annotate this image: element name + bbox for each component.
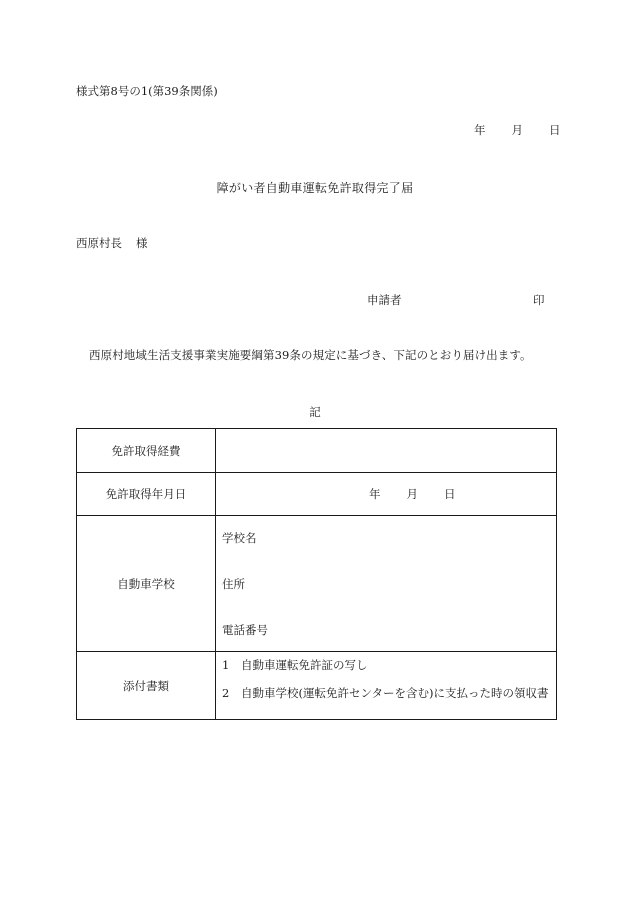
submission-date xyxy=(474,122,561,138)
seal-mark: 印 xyxy=(533,293,545,307)
attachments-list xyxy=(216,652,557,720)
table-row xyxy=(77,429,557,473)
table-row xyxy=(77,652,557,720)
table-row xyxy=(77,516,557,652)
school-name-label: 学校名 xyxy=(222,531,257,545)
addressee-honorific: 様 xyxy=(136,236,148,250)
driving-school-details xyxy=(216,516,557,652)
table-row xyxy=(77,473,557,516)
date-day-label: 日 xyxy=(549,123,561,137)
attachments-label: 添付書類 xyxy=(77,652,216,720)
license-cost-label: 免許取得経費 xyxy=(77,429,216,473)
attachment-item-1-text: 自動車運転免許証の写し xyxy=(241,658,368,672)
attachment-item-2 xyxy=(222,686,552,701)
date-year-label: 年 xyxy=(474,123,486,137)
form-number: 様式第8号の1(第39条関係) xyxy=(76,84,218,98)
license-year-label: 年 xyxy=(369,487,381,501)
license-cost-value xyxy=(216,429,557,473)
school-address-label: 住所 xyxy=(222,577,245,591)
attachment-item-1-number: 1 xyxy=(222,658,230,672)
ki-heading: 記 xyxy=(309,405,321,419)
date-month-label: 月 xyxy=(511,123,523,137)
license-month-label: 月 xyxy=(406,487,418,501)
school-phone-label: 電話番号 xyxy=(222,623,268,637)
body-text: 西原村地域生活支援事業実施要綱第39条の規定に基づき、下記のとおり届け出ます。 xyxy=(89,348,532,362)
license-date-value xyxy=(216,473,557,516)
attachment-item-2-text: 自動車学校(運転免許センターを含む)に支払った時の領収書 xyxy=(241,686,549,700)
addressee xyxy=(76,235,148,251)
license-date-label: 免許取得年月日 xyxy=(77,473,216,516)
info-table xyxy=(76,428,557,720)
driving-school-label: 自動車学校 xyxy=(77,516,216,652)
attachment-item-1 xyxy=(222,657,368,673)
applicant-label: 申請者 xyxy=(367,293,402,307)
license-day-label: 日 xyxy=(444,487,456,501)
attachment-item-2-number: 2 xyxy=(222,686,230,700)
document-title: 障がい者自動車運転免許取得完了届 xyxy=(216,181,414,195)
addressee-name: 西原村長 xyxy=(76,236,122,250)
